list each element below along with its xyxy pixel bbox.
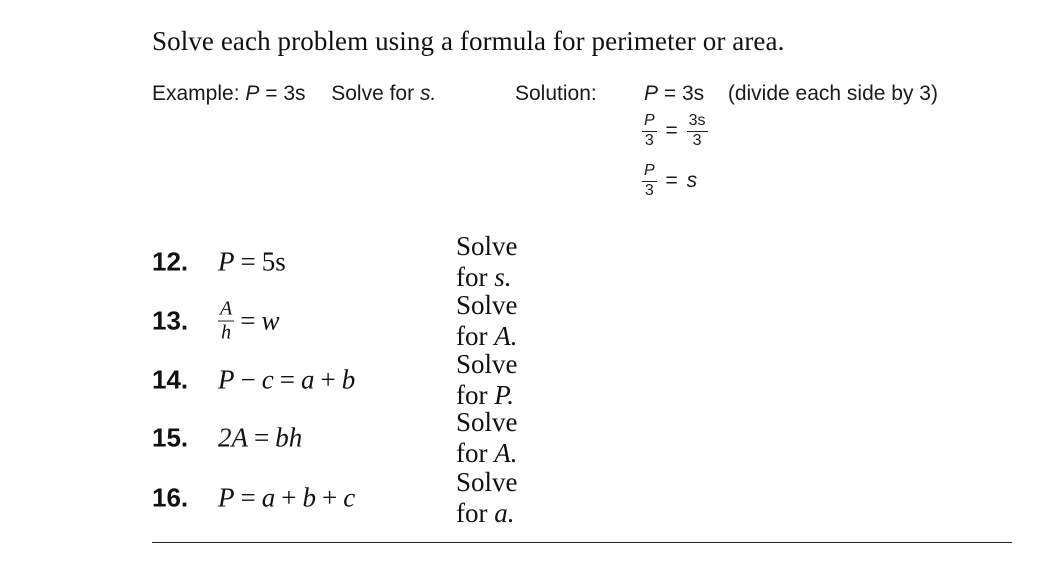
problem-number: 12. — [152, 246, 189, 277]
problem-equation — [218, 423, 302, 454]
problem-equation — [218, 483, 355, 514]
problem-equation — [218, 247, 286, 278]
eq-operator: = — [254, 422, 270, 453]
solution-label: Solution: — [515, 82, 597, 105]
step1-note: (divide each side by 3) — [727, 82, 938, 105]
step3-den: 3 — [644, 181, 654, 199]
problem-number: 13. — [152, 305, 189, 336]
eq-term: P — [218, 246, 235, 277]
eq-term: w — [261, 305, 280, 336]
bottom-rule-divider — [152, 542, 1012, 543]
example-row — [152, 82, 436, 106]
problem-number: 15. — [152, 422, 189, 453]
problem-task — [456, 290, 518, 352]
task-prefix: Solve for — [456, 231, 518, 292]
eq-term: bh — [275, 422, 303, 453]
step2-left-fraction — [642, 113, 657, 150]
eq-term: b — [302, 482, 316, 513]
eq-operator: + — [321, 482, 338, 513]
step2-left-den: 3 — [644, 131, 654, 149]
eq-term: 5s — [261, 246, 286, 277]
problem-number: 14. — [152, 364, 189, 395]
step3-eq: = — [665, 168, 678, 192]
task-prefix: Solve for — [456, 407, 518, 468]
example-formula-rhs: 3s — [283, 82, 306, 105]
instructions-heading: Solve each problem using a formula for perimeter or area. — [152, 26, 785, 56]
eq-operator: = — [279, 364, 295, 395]
eq-term: P — [218, 482, 235, 513]
step1-eq: = — [663, 82, 677, 105]
example-formula-eq: = — [265, 82, 278, 105]
eq-term: a — [261, 482, 276, 513]
fraction-denominator: h — [221, 321, 232, 344]
eq-operator: + — [320, 364, 336, 395]
step1-lhs: P — [644, 82, 659, 105]
eq-term: P — [218, 364, 235, 395]
eq-operator: = — [240, 246, 256, 277]
eq-operator: + — [281, 482, 297, 513]
solution-step-2 — [642, 113, 708, 150]
task-var: A. — [494, 321, 518, 351]
step3-rhs: s — [686, 168, 698, 192]
task-prefix: Solve for — [456, 467, 518, 528]
eq-operator: = — [240, 482, 256, 513]
eq-operator: − — [240, 364, 256, 395]
eq-operator: = — [240, 305, 256, 336]
solution-step-3 — [642, 163, 697, 200]
step2-right-den: 3 — [692, 131, 702, 149]
task-var: a. — [494, 498, 515, 528]
problem-task — [456, 231, 518, 293]
step3-fraction — [642, 163, 657, 200]
problem-equation — [218, 299, 279, 344]
eq-term: a — [300, 364, 315, 395]
example-task-prefix: Solve for — [331, 82, 415, 105]
example-formula-var: P — [245, 82, 260, 105]
eq-term: c — [261, 364, 274, 395]
problem-task — [456, 349, 518, 411]
problem-task — [456, 407, 518, 469]
eq-term: c — [343, 482, 356, 513]
eq-term: b — [341, 364, 356, 395]
problem-task — [456, 467, 518, 529]
task-var: P. — [494, 380, 514, 410]
solution-step-1 — [644, 82, 938, 106]
task-prefix: Solve for — [456, 290, 518, 351]
eq-fraction — [218, 299, 234, 344]
task-prefix: Solve for — [456, 349, 518, 410]
example-label: Example: — [152, 82, 240, 105]
eq-term: 2A — [218, 422, 248, 453]
fraction-numerator: A — [220, 297, 233, 320]
task-var: A. — [494, 438, 518, 468]
step2-left-num: P — [642, 113, 657, 132]
problem-equation — [218, 365, 355, 396]
problem-number: 16. — [152, 482, 189, 513]
step1-rhs: 3s — [681, 82, 705, 105]
step2-right-fraction — [687, 113, 708, 150]
step2-eq: = — [665, 118, 678, 142]
step2-right-num: 3s — [687, 113, 708, 132]
step3-num: P — [642, 163, 657, 182]
task-var: s. — [494, 262, 512, 292]
example-task-var: s. — [419, 82, 437, 105]
